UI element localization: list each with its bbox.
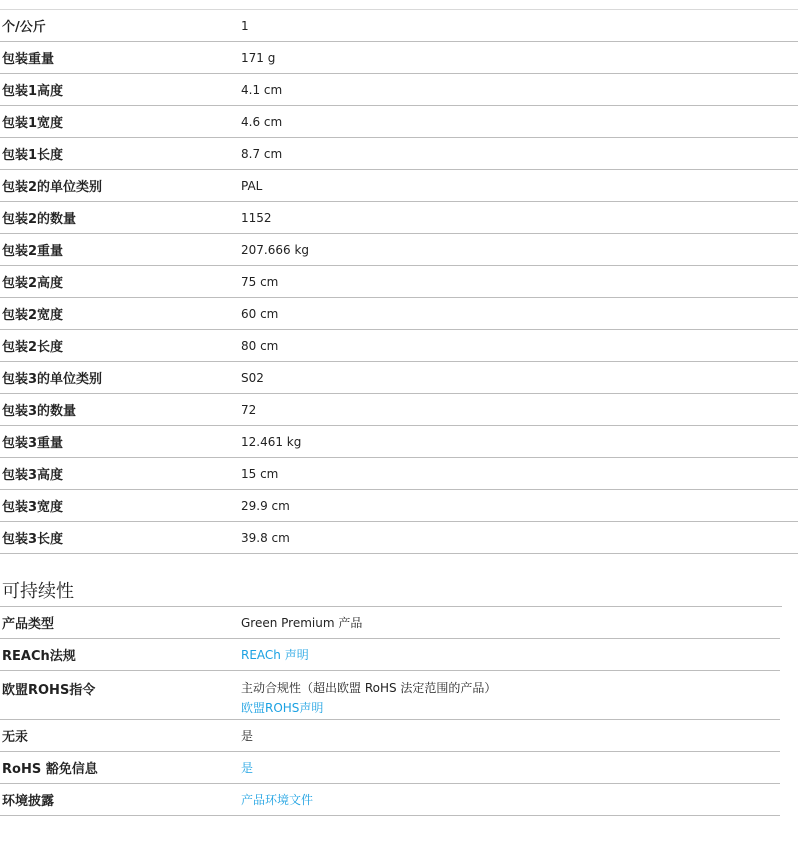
spec-label: 包装2高度 <box>2 276 64 291</box>
spec-value: 12.461 kg <box>241 434 302 449</box>
spec-label: 包装2宽度 <box>2 308 64 323</box>
rohs-exemption-label: RoHS 豁免信息 <box>2 762 98 777</box>
spec-row <box>0 266 798 298</box>
spec-label: 包装2长度 <box>2 340 64 355</box>
spec-value: 75 cm <box>241 274 279 289</box>
spec-label: 包装3的数量 <box>2 404 77 419</box>
spec-label: 包装3宽度 <box>2 500 64 515</box>
reach-row <box>0 639 780 671</box>
spec-value: 80 cm <box>241 338 279 353</box>
spec-row <box>0 138 798 170</box>
spec-value: S02 <box>241 370 264 385</box>
sustainability-table <box>0 607 780 816</box>
spec-row <box>0 74 798 106</box>
spec-label: 包装1长度 <box>2 148 64 163</box>
mercury-free-row <box>0 720 780 752</box>
spec-row <box>0 298 798 330</box>
mercury-free-label: 无汞 <box>2 730 29 745</box>
rohs-exemption-link[interactable]: 是 <box>241 761 254 775</box>
rohs-value-group <box>241 671 496 716</box>
spec-label: 包装2的数量 <box>2 212 77 227</box>
spec-row <box>0 362 798 394</box>
spec-label: 包装3长度 <box>2 532 64 547</box>
rohs-row <box>0 671 780 720</box>
spec-label: 包装3重量 <box>2 436 64 451</box>
rohs-declaration-link[interactable]: 欧盟ROHS声明 <box>241 701 324 715</box>
packaging-spec-table <box>0 9 798 554</box>
spec-label: 包装1宽度 <box>2 116 64 131</box>
spec-label: 包装2的单位类别 <box>2 180 103 195</box>
spec-value: 8.7 cm <box>241 146 283 161</box>
spec-value: 72 <box>241 402 257 417</box>
spec-value: 1 <box>241 18 249 33</box>
spec-label: 包装2重量 <box>2 244 64 259</box>
spec-label: 包装重量 <box>2 52 55 67</box>
rohs-exemption-row <box>0 752 780 784</box>
spec-row <box>0 330 798 362</box>
spec-row <box>0 106 798 138</box>
spec-value: 39.8 cm <box>241 530 290 545</box>
rohs-label: 欧盟ROHS指令 <box>2 683 96 698</box>
spec-row <box>0 522 798 554</box>
spec-row <box>0 42 798 74</box>
env-disclosure-link[interactable]: 产品环境文件 <box>241 793 314 807</box>
spec-label: 包装3的单位类别 <box>2 372 103 387</box>
spec-value: 4.1 cm <box>241 82 283 97</box>
spec-value: 207.666 kg <box>241 242 310 257</box>
spec-row <box>0 234 798 266</box>
spec-value: 29.9 cm <box>241 498 290 513</box>
spec-value: 4.6 cm <box>241 114 283 129</box>
spec-value: 15 cm <box>241 466 279 481</box>
env-disclosure-label: 环境披露 <box>2 794 55 809</box>
env-disclosure-row <box>0 784 780 816</box>
product-type-value: Green Premium 产品 <box>241 616 363 630</box>
spec-row <box>0 426 798 458</box>
spec-label: 包装3高度 <box>2 468 64 483</box>
sustainability-section-title: 可持续性 <box>0 578 782 607</box>
spec-row <box>0 170 798 202</box>
reach-declaration-link[interactable]: REACh 声明 <box>241 648 309 662</box>
product-type-row <box>0 607 780 639</box>
rohs-value: 主动合规性（超出欧盟 RoHS 法定范围的产品） <box>241 681 497 695</box>
spec-value: PAL <box>241 178 263 193</box>
spec-label: 包装1高度 <box>2 84 64 99</box>
product-type-label: 产品类型 <box>2 617 55 632</box>
spec-row <box>0 458 798 490</box>
spec-row <box>0 490 798 522</box>
spec-row <box>0 202 798 234</box>
spec-label: 个/公斤 <box>2 20 46 35</box>
spec-value: 171 g <box>241 50 276 65</box>
mercury-free-value: 是 <box>241 729 254 743</box>
spec-row <box>0 9 798 42</box>
reach-label: REACh法规 <box>2 649 76 664</box>
spec-value: 60 cm <box>241 306 279 321</box>
spec-value: 1152 <box>241 210 272 225</box>
spec-row <box>0 394 798 426</box>
